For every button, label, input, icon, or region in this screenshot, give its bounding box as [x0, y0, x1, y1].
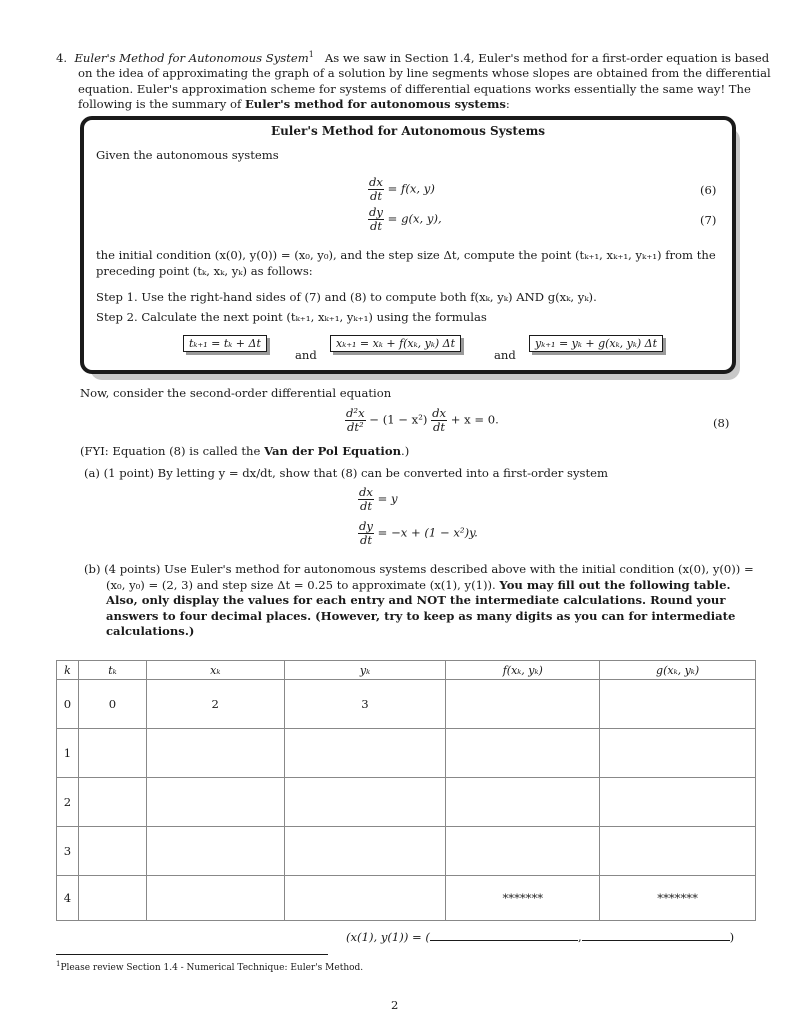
cell-g[interactable]: [600, 729, 756, 778]
cell-g[interactable]: [600, 680, 756, 729]
footnote: [56, 960, 363, 973]
problem-number: 4.: [56, 50, 68, 65]
table-row: [57, 680, 756, 729]
intro-line-4-colon: :: [505, 97, 510, 112]
formula-y: yₖ₊₁ = yₖ + g(xₖ, yₖ) Δt: [529, 335, 663, 352]
answer-x-blank[interactable]: [430, 928, 578, 941]
footnote-number: 1: [56, 960, 61, 968]
cell-g[interactable]: [600, 778, 756, 827]
page-number: 2: [391, 998, 399, 1012]
eq8-end: + x = 0.: [450, 412, 499, 427]
part-b-line-4: answers to four decimal places. (However, try to keep as many digits as you can for intermediate: [106, 608, 736, 623]
eq6-numerator: dx: [369, 175, 383, 189]
cell-k: 4: [57, 876, 79, 921]
answer-rparen: ): [729, 930, 735, 944]
cell-t[interactable]: [78, 876, 146, 921]
intro-line-3: equation. Euler's approximation scheme for systems of differential equations works essentially the same way! The: [78, 81, 751, 96]
cell-x[interactable]: [146, 876, 284, 921]
fyi-a: (FYI: Equation (8) is called the: [80, 444, 265, 458]
cell-x[interactable]: [146, 827, 284, 876]
euler-table: [56, 660, 756, 921]
system-eq-1: [358, 486, 398, 513]
and-2: and: [494, 348, 516, 362]
problem-intro: [56, 47, 771, 113]
eq7-label: (7): [700, 213, 717, 227]
part-b: [84, 562, 754, 640]
cell-t[interactable]: [78, 729, 146, 778]
header-y: yₖ: [284, 661, 446, 680]
table-row: [57, 778, 756, 827]
table-row: [57, 729, 756, 778]
formula-t: tₖ₊₁ = tₖ + Δt: [183, 335, 267, 352]
cell-y[interactable]: [284, 827, 446, 876]
table-header-row: [57, 661, 756, 680]
eq6-label: (6): [700, 183, 717, 197]
cell-k: 3: [57, 827, 79, 876]
eq7-rhs: = g(x, y),: [387, 211, 442, 226]
intro-line-2: on the idea of approximating the graph of a solution by line segments whose slopes are obtained from the differential: [78, 66, 771, 81]
cell-t[interactable]: [78, 827, 146, 876]
initial-condition-text: [96, 248, 726, 279]
header-x: xₖ: [146, 661, 284, 680]
cell-f[interactable]: [446, 778, 600, 827]
and-1: and: [295, 348, 317, 362]
cell-y[interactable]: [284, 729, 446, 778]
cell-t[interactable]: 0: [78, 680, 146, 729]
fyi-text: [80, 444, 409, 458]
eq8-num1: d²x: [346, 406, 365, 420]
cell-x[interactable]: [146, 778, 284, 827]
header-k: k: [57, 661, 79, 680]
answer-y-blank[interactable]: [582, 928, 730, 941]
part-a: (a) (1 point) By letting y = dx/dt, show that (8) can be converted into a first-order system: [84, 466, 608, 480]
cell-k: 2: [57, 778, 79, 827]
cell-k: 0: [57, 680, 79, 729]
sys2-num: dy: [359, 519, 373, 533]
cell-t[interactable]: [78, 778, 146, 827]
eq7-numerator: dy: [369, 205, 383, 219]
header-t: tₖ: [78, 661, 146, 680]
eq6-rhs: = f(x, y): [387, 181, 435, 196]
footnote-text: Please review Section 1.4 - Numerical Technique: Euler's Method.: [60, 963, 364, 973]
eq8-mid: − (1 − x²): [369, 412, 428, 427]
equation-8: [345, 407, 499, 434]
answer-line: [346, 928, 734, 944]
system-eq-2: [358, 520, 478, 547]
intro-line-1: As we saw in Section 1.4, Euler's method for a first-order equation is based: [324, 50, 770, 65]
header-g: g(xₖ, yₖ): [600, 661, 756, 680]
header-f: f(xₖ, yₖ): [446, 661, 600, 680]
cell-y[interactable]: [284, 778, 446, 827]
cell-x[interactable]: [146, 729, 284, 778]
cell-g: *******: [600, 876, 756, 921]
formula-x: xₖ₊₁ = xₖ + f(xₖ, yₖ) Δt: [330, 335, 461, 352]
table-row: [57, 827, 756, 876]
sys1-num: dx: [359, 485, 373, 499]
fyi-bold: Van der Pol Equation: [264, 444, 402, 458]
part-b-line-2-b: You may fill out the following table.: [499, 577, 731, 592]
cell-x[interactable]: 2: [146, 680, 284, 729]
answer-lhs: (x(1), y(1)) = (: [346, 930, 430, 944]
eq8-label: (8): [713, 416, 730, 430]
cell-f: *******: [446, 876, 600, 921]
footnote-mark: 1: [308, 50, 314, 59]
part-b-line-5: calculations.): [106, 624, 195, 638]
sys1-rhs: = y: [377, 491, 398, 506]
eq8-num2: dx: [432, 406, 447, 420]
cell-k: 1: [57, 729, 79, 778]
problem-title: Euler's Method for Autonomous System: [74, 50, 309, 65]
step-2: Step 2. Calculate the next point (tₖ₊₁, xₖ₊₁, yₖ₊₁) using the formulas: [96, 310, 487, 324]
eq8-den1: dt²: [346, 420, 364, 434]
cell-y[interactable]: 3: [284, 680, 446, 729]
part-b-line-2-a: (x₀, y₀) = (2, 3) and step size Δt = 0.25 to approximate (x(1), y(1)).: [106, 577, 500, 592]
answer-comma: ,: [577, 930, 582, 944]
cell-y[interactable]: [284, 876, 446, 921]
eq6-denominator: dt: [369, 189, 383, 203]
cell-f[interactable]: [446, 827, 600, 876]
ic-line-2: preceding point (tₖ, xₖ, yₖ) as follows:: [96, 263, 313, 278]
sys2-rhs: = −x + (1 − x²)y.: [377, 525, 478, 540]
equation-6: [368, 176, 435, 203]
cell-f[interactable]: [446, 729, 600, 778]
ic-line-1: the initial condition (x(0), y(0)) = (x₀, y₀), and the step size Δt, compute the point (tₖ₊₁, xₖ₊₁, yₖ₊₁) from the: [96, 248, 716, 262]
intro-line-4: [56, 97, 736, 113]
part-b-line-3: Also, only display the values for each entry and NOT the intermediate calculations. Round your: [106, 593, 726, 607]
equation-7: [368, 206, 442, 233]
part-b-line-2: [84, 578, 744, 594]
intro-line-4-text: following is the summary of: [78, 97, 245, 112]
cell-g[interactable]: [600, 827, 756, 876]
eq8-den2: dt: [433, 420, 446, 434]
consider-text: Now, consider the second-order differential equation: [80, 386, 392, 400]
sys2-den: dt: [359, 533, 373, 547]
cell-f[interactable]: [446, 680, 600, 729]
eq7-denominator: dt: [369, 219, 383, 233]
part-b-line-1: (b) (4 points) Use Euler's method for autonomous systems described above with the initial condition (x(0), y(0)) =: [84, 562, 754, 576]
sys1-den: dt: [359, 499, 373, 513]
summary-given: Given the autonomous systems: [96, 148, 279, 162]
summary-title: Euler's Method for Autonomous Systems: [270, 124, 546, 138]
fyi-c: .): [401, 444, 410, 458]
intro-line-4-bold: Euler's method for autonomous systems: [244, 97, 506, 112]
step-1: Step 1. Use the right-hand sides of (7) and (8) to compute both f(xₖ, yₖ) AND g(xₖ, yₖ).: [96, 290, 597, 304]
table-row: [57, 876, 756, 921]
footnote-rule: [56, 954, 328, 955]
